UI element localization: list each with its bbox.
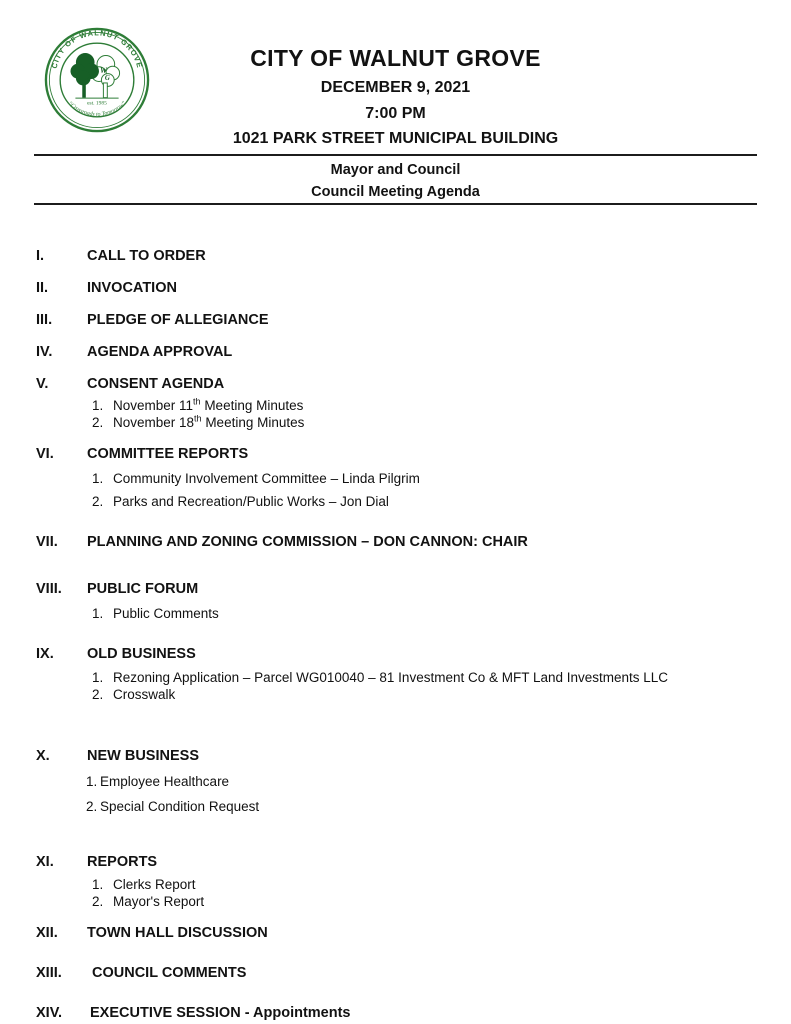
seal-arc-bottom-text: “Crossroads to Tomorrow” [66,100,128,118]
subitem-text: Clerks Report [113,877,196,892]
item-title: REPORTS [87,854,158,870]
agenda-subitem [0,893,791,910]
subitem-text: Mayor's Report [113,894,205,909]
agenda-item-invocation [0,280,791,296]
agenda-item-executive-session [0,1005,791,1021]
subitem-text: November 18th Meeting Minutes [113,413,305,430]
item-title: PUBLIC FORUM [87,581,199,597]
subitem-number: 1. [92,877,104,892]
seal-monogram-g: G [104,75,110,82]
item-numeral: IX. [36,646,54,662]
item-title: OLD BUSINESS [87,646,196,662]
agenda-subitem [0,605,791,622]
item-numeral: VIII. [36,581,62,597]
item-title: CALL TO ORDER [87,248,206,264]
item-title: INVOCATION [87,280,177,296]
item-title: PLEDGE OF ALLEGIANCE [87,312,269,328]
item-title: PLANNING AND ZONING COMMISSION – DON CANNON: CHAIR [87,534,528,550]
subitem-number: 2. [92,494,104,509]
agenda-item-committee-reports [0,446,791,462]
subitem-number: 1. [92,398,104,413]
item-numeral: I. [36,248,45,264]
seal-monogram-w: W [99,66,107,76]
seal-est-text: est. 1985 [87,100,107,107]
agenda-item-agenda-approval [0,344,791,360]
subitem-text: November 11th Meeting Minutes [113,396,304,413]
item-numeral: VII. [36,534,58,550]
agenda-item-consent-agenda [0,376,791,392]
item-title: COMMITTEE REPORTS [87,446,249,462]
agenda-list [0,248,791,1021]
org-line: Mayor and Council [330,162,461,178]
subitem-number: 1. [92,606,104,621]
filled-tree-icon [70,53,98,98]
item-title: AGENDA APPROVAL [87,344,233,360]
agenda-item-old-business [0,646,791,662]
agenda-item-planning-zoning [0,534,791,550]
meeting-date: DECEMBER 9, 2021 [320,79,471,96]
item-numeral: XIII. [36,965,62,981]
page-title: CITY OF WALNUT GROVE [250,45,541,71]
agenda-item-new-business [0,748,791,764]
agenda-subitem [0,397,791,414]
item-title: TOWN HALL DISCUSSION [87,925,268,941]
subitem-text: Special Condition Request [100,799,260,814]
ordinal-suffix: th [193,396,201,407]
seal-arc-top-text: CITY OF WALNUT GROVE [49,28,145,70]
subitem-text: Crosswalk [113,687,176,702]
subitem-number: 2. [92,415,104,430]
item-numeral: IV. [36,344,53,360]
agenda-item-public-forum [0,581,791,597]
agenda-subitem [0,876,791,893]
subitem-text: Parks and Recreation/Public Works – Jon Dial [113,494,389,509]
item-title: EXECUTIVE SESSION - Appointments [90,1005,351,1021]
agenda-subitem [0,773,791,790]
item-numeral: II. [36,280,49,296]
item-title: CONSENT AGENDA [87,376,225,392]
subitem-number: 1. [86,774,98,789]
agenda-subitem [0,470,791,487]
item-title: NEW BUSINESS [87,748,199,764]
agenda-item-town-hall [0,925,791,941]
item-numeral: XII. [36,925,58,941]
subitem-text: Rezoning Application – Parcel WG010040 – 81 Investment Co & MFT Land Investments LLC [113,670,669,685]
item-title: COUNCIL COMMENTS [92,965,247,981]
meeting-venue: 1021 PARK STREET MUNICIPAL BUILDING [232,130,559,147]
subitem-number: 1. [92,471,104,486]
agenda-item-reports [0,854,791,870]
subitem-number: 2. [86,799,98,814]
horizontal-rule-bottom [34,203,757,205]
item-numeral: X. [36,748,50,764]
item-numeral: XIV. [36,1005,63,1021]
subitem-number: 2. [92,894,104,909]
agenda-subitem [0,686,791,703]
item-numeral: VI. [36,446,54,462]
doc-type-line: Council Meeting Agenda [311,184,480,200]
agenda-subitem [0,798,791,815]
item-numeral: XI. [36,854,54,870]
agenda-subitem [0,669,791,686]
meeting-time: 7:00 PM [365,105,426,122]
subitem-number: 2. [92,687,104,702]
agenda-item-call-to-order [0,248,791,264]
agenda-item-council-comments [0,965,791,981]
subitem-text: Community Involvement Committee – Linda Pilgrim [113,471,420,486]
agenda-subitem [0,493,791,510]
subitem-text: Employee Healthcare [100,774,230,789]
agenda-subitem [0,414,791,431]
city-seal-logo [43,25,151,135]
subitem-number: 1. [92,670,104,685]
horizontal-rule-top [34,154,757,156]
item-numeral: V. [36,376,49,392]
agenda-item-pledge [0,312,791,328]
ordinal-suffix: th [194,413,202,424]
item-numeral: III. [36,312,53,328]
subitem-text: Public Comments [113,606,219,621]
